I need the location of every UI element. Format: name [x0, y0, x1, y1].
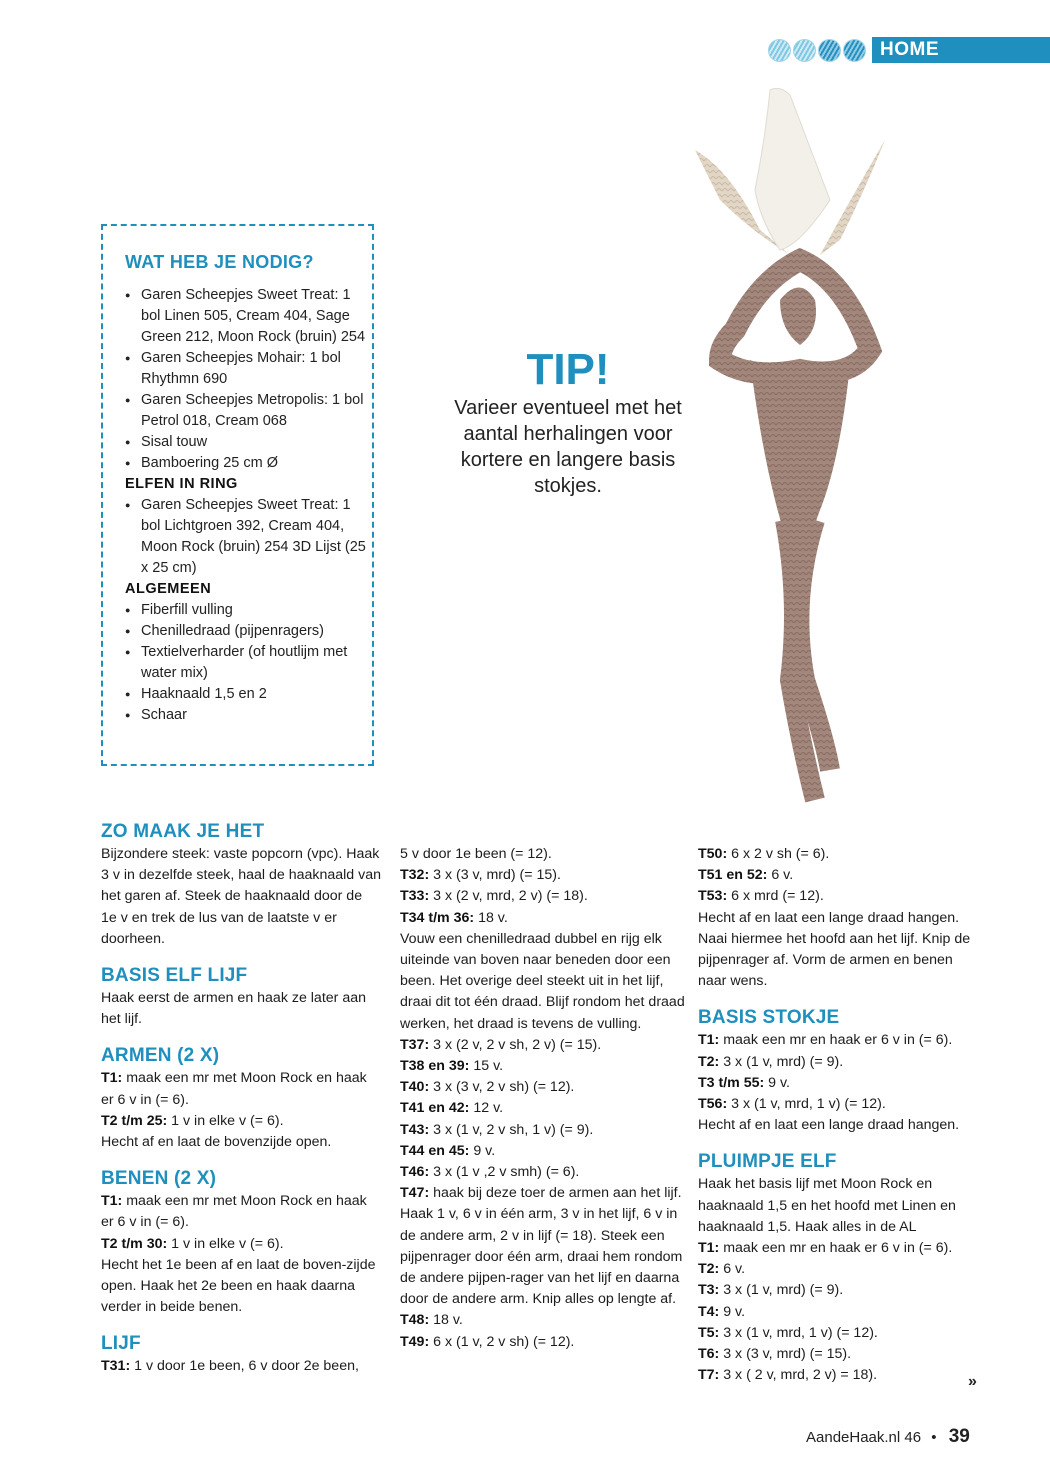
section-heading: BENEN (2 X)	[101, 1168, 217, 1190]
list-item: ● Bamboering 25 cm Ø	[125, 453, 372, 474]
row-label: T46:	[400, 1164, 430, 1181]
row-instruction	[400, 865, 685, 886]
row-text: maak een mr en haak er 6 v in (= 6).	[719, 1032, 953, 1049]
list-item: ● Sisal touw	[125, 432, 372, 453]
row-label: T6:	[698, 1346, 720, 1363]
row-text: 6 v.	[767, 867, 794, 884]
materials-title: WAT HEB JE NODIG?	[125, 252, 314, 272]
yarn-ball-icon	[768, 39, 791, 62]
row-instruction	[698, 1323, 983, 1344]
row-instruction	[101, 1111, 381, 1132]
paragraph: Hecht af en laat een lange draad hangen.	[698, 1117, 960, 1134]
footer-bullet: •	[931, 1429, 937, 1446]
row-instruction	[400, 1310, 685, 1331]
paragraph: Vouw een chenilledraad dubbel en rijg elk uiteinde van boven naar beneden door een been. Het overige deel steekt uit in het lijf, draai dit tot één draad. Blijf rondom het draad werken, het draad is tevens de vulling.	[400, 930, 685, 1032]
materials-subheading: ALGEMEEN	[125, 581, 212, 597]
row-label: T50:	[698, 846, 728, 862]
materials-subheading: ELFEN IN RING	[125, 476, 238, 492]
row-instruction	[400, 1056, 685, 1077]
row-text: 1 v in elke v (= 6).	[167, 1235, 284, 1252]
instructions-column-2	[400, 844, 685, 1353]
row-text: 3 x (1 v, 2 v sh, 1 v) (= 9).	[429, 1121, 594, 1138]
row-instruction	[698, 886, 983, 907]
yarn-ball-icon	[793, 39, 816, 62]
row-label: T43:	[400, 1121, 430, 1138]
row-text: 9 v.	[764, 1074, 790, 1091]
materials-list	[125, 600, 372, 726]
hat	[755, 88, 830, 250]
paragraph: Hecht het 1e been af en laat de boven-zijde open. Haak het 2e been en haak daarna verder in beide benen.	[101, 1256, 376, 1316]
section-header	[768, 37, 1050, 86]
row-instruction	[400, 886, 685, 907]
row-label: T2:	[698, 1261, 720, 1278]
materials-box	[101, 224, 374, 766]
section-heading: PLUIMPJE ELF	[698, 1151, 837, 1173]
crocheted-elf-photo	[680, 80, 1000, 810]
list-item: ● Garen Scheepjes Sweet Treat: 1 bol Linen 505, Cream 404, Sage Green 212, Moon Rock (bruin) 254	[125, 285, 372, 348]
row-label: T56:	[698, 1096, 728, 1113]
row-text: 3 x (3 v, mrd) (= 15).	[429, 867, 561, 884]
row-label: T31:	[101, 1358, 131, 1375]
row-text: 3 x (1 v, mrd) (= 9).	[719, 1053, 844, 1070]
tip-text: Varieer eventueel met het aantal herhalingen voor kortere en langere basis stokjes.	[454, 397, 682, 497]
row-instruction	[698, 1259, 983, 1280]
row-label: T47:	[400, 1185, 430, 1202]
tip-box	[440, 345, 696, 499]
row-instruction	[101, 1234, 381, 1255]
page-footer	[806, 1426, 970, 1448]
row-instruction	[698, 1344, 983, 1365]
row-text: 15 v.	[469, 1058, 504, 1075]
row-instruction	[698, 1280, 983, 1301]
row-instruction	[400, 1098, 685, 1119]
row-instruction	[400, 1141, 685, 1162]
row-instruction	[400, 1332, 685, 1353]
instructions-column-1	[101, 820, 381, 1378]
row-text: 6 x 2 v sh (= 6).	[727, 846, 830, 862]
row-instruction	[698, 1073, 983, 1094]
page-number: 39	[948, 1426, 970, 1447]
paragraph: Hecht af en laat de bovenzijde open.	[101, 1134, 332, 1151]
row-label: T37:	[400, 1036, 430, 1053]
section-label: HOME DECO	[872, 37, 1050, 63]
row-instruction	[698, 865, 983, 886]
row-text: 3 x (3 v, 2 v sh) (= 12).	[429, 1079, 575, 1096]
row-text: 1 v in elke v (= 6).	[167, 1112, 284, 1129]
paragraph: 5 v door 1e been (= 12).	[400, 846, 552, 862]
row-label: T3:	[698, 1282, 720, 1299]
paragraph: Haak eerst de armen en haak ze later aan het lijf.	[101, 990, 366, 1028]
list-item: ● Fiberfill vulling	[125, 600, 372, 621]
row-text: 12 v.	[469, 1100, 504, 1117]
footer-site: AandeHaak.nl 46	[806, 1429, 922, 1446]
row-label: T2 t/m 25:	[101, 1112, 168, 1129]
row-text: 6 v.	[719, 1261, 746, 1278]
row-instruction	[400, 1120, 685, 1141]
row-instruction	[400, 1035, 685, 1056]
tip-title: TIP!	[526, 345, 610, 394]
row-text: maak een mr met Moon Rock en haak er 6 v in (= 6).	[101, 1193, 367, 1231]
row-label: T34 t/m 36:	[400, 909, 475, 926]
materials-list	[125, 285, 372, 474]
head	[780, 288, 816, 346]
section-heading: ZO MAAK JE HET	[101, 821, 265, 842]
row-label: T53:	[698, 888, 728, 905]
row-label: T38 en 39:	[400, 1058, 470, 1075]
row-instruction	[698, 1238, 983, 1259]
row-text: 3 x (2 v, mrd, 2 v) (= 18).	[429, 888, 588, 905]
list-item: ● Garen Scheepjes Metropolis: 1 bol Petrol 018, Cream 068	[125, 390, 372, 432]
instructions-column-3	[698, 844, 983, 1386]
row-text: maak een mr en haak er 6 v in (= 6).	[719, 1240, 953, 1257]
row-instruction	[400, 908, 685, 929]
row-text: 3 x (1 v, mrd) (= 9).	[719, 1282, 844, 1299]
row-instruction	[400, 1162, 685, 1183]
row-text: 3 x (1 v, mrd, 1 v) (= 12).	[719, 1324, 878, 1341]
list-item: ● Haaknaald 1,5 en 2	[125, 684, 372, 705]
row-label: T32:	[400, 867, 430, 884]
row-instruction	[698, 1365, 983, 1386]
row-instruction	[698, 1052, 983, 1073]
row-text: 6 x mrd (= 12).	[727, 888, 824, 905]
list-item: ● Chenilledraad (pijpenragers)	[125, 621, 372, 642]
row-instruction	[400, 1183, 685, 1310]
row-label: T51 en 52:	[698, 867, 768, 884]
row-label: T2 t/m 30:	[101, 1235, 168, 1252]
row-label: T1:	[101, 1070, 123, 1087]
section-heading: LIJF	[101, 1333, 141, 1355]
row-instruction	[101, 1191, 381, 1233]
paragraph: Hecht af en laat een lange draad hangen. Naai hiermee het hoofd aan het lijf. Knip de pijpenrager af. Vorm de armen en benen naar wens.	[698, 909, 971, 990]
section-heading: BASIS STOKJE	[698, 1007, 840, 1029]
row-text: 18 v.	[429, 1312, 463, 1329]
row-instruction	[698, 1094, 983, 1115]
row-label: T1:	[101, 1193, 123, 1210]
row-text: 18 v.	[474, 909, 508, 926]
row-label: T44 en 45:	[400, 1142, 470, 1159]
row-label: T41 en 42:	[400, 1100, 470, 1117]
row-text: 3 x ( 2 v, mrd, 2 v) = 18).	[719, 1367, 878, 1384]
row-text: haak bij deze toer de armen aan het lijf. Haak 1 v, 6 v in één arm, 3 v in het lijf, 6 v in de andere arm, 2 v in lijf (= 18). Steek een pijpenrager door één arm, draai hem rondom de andere pijpen-rager van het lijf en daarna door de andere arm. Knip alles op lengte af.	[400, 1185, 683, 1308]
row-text: 6 x (1 v, 2 v sh) (= 12).	[429, 1333, 575, 1350]
row-label: T2:	[698, 1053, 720, 1070]
section-heading: ARMEN (2 X)	[101, 1045, 220, 1067]
row-text: 3 x (3 v, mrd) (= 15).	[719, 1346, 852, 1363]
row-instruction	[101, 1356, 381, 1377]
row-label: T4:	[698, 1303, 720, 1320]
yarn-balls-logo	[768, 39, 866, 62]
row-label: T1:	[698, 1032, 720, 1049]
row-text: maak een mr met Moon Rock en haak er 6 v in (= 6).	[101, 1070, 367, 1108]
row-label: T40:	[400, 1079, 430, 1096]
row-instruction	[400, 1077, 685, 1098]
row-label: T33:	[400, 888, 430, 905]
row-instruction	[101, 1068, 381, 1110]
row-instruction	[698, 1030, 983, 1051]
petal-right	[820, 140, 885, 255]
yarn-ball-icon	[843, 39, 866, 62]
paragraph: Bijzondere steek: vaste popcorn (vpc). Haak 3 v in dezelfde steek, haal de haaknaald van het garen af. Steek de haaknaald door de 1e v en trek de lus van de laatste v er doorheen.	[101, 846, 382, 947]
row-label: T48:	[400, 1312, 430, 1329]
row-instruction	[698, 1302, 983, 1323]
continue-arrow-icon: »	[968, 1373, 977, 1390]
row-instruction	[698, 844, 983, 865]
row-label: T3 t/m 55:	[698, 1074, 765, 1091]
paragraph: Haak het basis lijf met Moon Rock en haaknaald 1,5 en het hoofd met Linen en haaknaald 1,5. Haak alles in de AL	[698, 1176, 956, 1235]
row-text: 3 x (1 v ,2 v smh) (= 6).	[429, 1164, 580, 1181]
row-text: 3 x (1 v, mrd, 1 v) (= 12).	[727, 1096, 886, 1113]
list-item: ● Garen Scheepjes Sweet Treat: 1 bol Lichtgroen 392, Cream 404, Moon Rock (bruin) 254 3D Lijst (25 x 25 cm)	[125, 495, 372, 579]
materials-list	[125, 495, 372, 579]
row-text: 1 v door 1e been, 6 v door 2e been,	[130, 1358, 359, 1375]
list-item: ● Schaar	[125, 705, 372, 726]
list-item: ● Textielverharder (of houtlijm met water mix)	[125, 642, 372, 684]
row-label: T49:	[400, 1333, 430, 1350]
list-item: ● Garen Scheepjes Mohair: 1 bol Rhythmn 690	[125, 348, 372, 390]
row-text: 9 v.	[469, 1142, 496, 1159]
yarn-ball-icon	[818, 39, 841, 62]
row-label: T1:	[698, 1240, 720, 1257]
row-label: T5:	[698, 1324, 720, 1341]
row-text: 3 x (2 v, 2 v sh, 2 v) (= 15).	[429, 1036, 602, 1053]
section-heading: BASIS ELF LIJF	[101, 965, 248, 987]
row-label: T7:	[698, 1367, 720, 1384]
row-text: 9 v.	[719, 1303, 746, 1320]
